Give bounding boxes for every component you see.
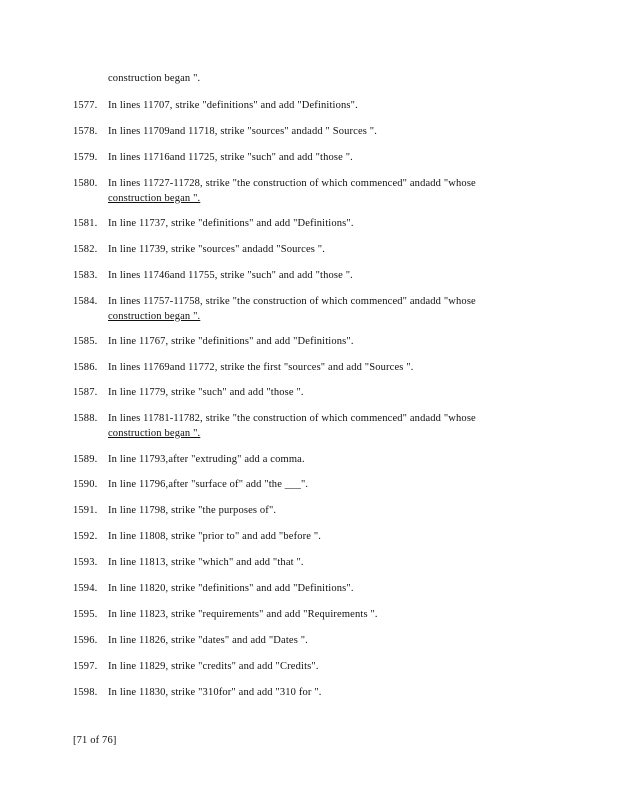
item-number: 1590. bbox=[73, 479, 98, 490]
item-number: 1583. bbox=[73, 270, 98, 281]
item-text-line: In lines 11727-11728, strike "the construction of which commenced" andadd "whose bbox=[108, 178, 476, 189]
item-text bbox=[108, 361, 528, 376]
item-text-line: In lines 11781-11782, strike "the construction of which commenced" andadd "whose bbox=[108, 413, 476, 424]
item-text bbox=[108, 243, 528, 258]
item-text-line: In line 11813, strike "which" and add "that ". bbox=[108, 557, 304, 568]
item-text bbox=[108, 412, 528, 441]
item-number: 1591. bbox=[73, 505, 98, 516]
item-text-line: In line 11823, strike "requirements" and add "Requirements ". bbox=[108, 609, 378, 620]
item-text-line: In lines 11769and 11772, strike the first "sources" and add "Sources ". bbox=[108, 362, 414, 373]
item-text-line: In line 11830, strike "310for" and add "310 for ". bbox=[108, 687, 322, 698]
item-text bbox=[108, 530, 528, 545]
item-number: 1584. bbox=[73, 296, 98, 307]
item-text-line: In lines 11709and 11718, strike "sources" andadd " Sources ". bbox=[108, 126, 378, 137]
item-text-line: In line 11793,after "extruding" add a comma. bbox=[108, 454, 305, 465]
item-number: 1594. bbox=[73, 583, 98, 594]
item-number: 1595. bbox=[73, 609, 98, 620]
item-text bbox=[108, 582, 528, 597]
item-number: 1597. bbox=[73, 661, 98, 672]
item-number: 1581. bbox=[73, 218, 98, 229]
item-text-line: In lines 11707, strike "definitions" and add "Definitions". bbox=[108, 100, 358, 111]
item-text bbox=[108, 335, 528, 350]
item-number: 1589. bbox=[73, 454, 98, 465]
item-number: 1592. bbox=[73, 531, 98, 542]
item-text bbox=[108, 177, 528, 206]
item-text bbox=[108, 634, 528, 649]
item-text-line-2: construction began ". bbox=[108, 427, 201, 439]
item-text-line: In line 11739, strike "sources" andadd "Sources ". bbox=[108, 244, 326, 255]
item-number: 1593. bbox=[73, 557, 98, 568]
item-text-line: In line 11798, strike "the purposes of". bbox=[108, 505, 277, 516]
item-text bbox=[108, 660, 528, 675]
item-number: 1577. bbox=[73, 100, 98, 111]
item-text-line: In lines 11746and 11755, strike "such" and add "those ". bbox=[108, 270, 353, 281]
item-number: 1582. bbox=[73, 244, 98, 255]
item-text bbox=[108, 269, 528, 284]
item-text bbox=[108, 608, 528, 623]
item-text bbox=[108, 125, 528, 140]
item-text bbox=[108, 217, 528, 232]
item-number: 1588. bbox=[73, 413, 98, 424]
item-text-line-2: construction began ". bbox=[108, 310, 201, 322]
item-number: 1585. bbox=[73, 336, 98, 347]
item-text-line: In line 11808, strike "prior to" and add "before ". bbox=[108, 531, 322, 542]
item-text-line: In line 11829, strike "credits" and add "Credits". bbox=[108, 661, 319, 672]
item-text bbox=[108, 686, 528, 701]
item-number: 1596. bbox=[73, 635, 98, 646]
continuation-line: construction began ". bbox=[108, 73, 201, 84]
item-number: 1587. bbox=[73, 387, 98, 398]
item-number: 1579. bbox=[73, 152, 98, 163]
item-text-line: In lines 11757-11758, strike "the construction of which commenced" andadd "whose bbox=[108, 296, 476, 307]
item-text-line: In line 11826, strike "dates" and add "Dates ". bbox=[108, 635, 308, 646]
item-text bbox=[108, 453, 528, 468]
item-text-line: In line 11779, strike "such" and add "those ". bbox=[108, 387, 304, 398]
item-text bbox=[108, 295, 528, 324]
item-text bbox=[108, 386, 528, 401]
item-text-line: In line 11767, strike "definitions" and add "Definitions". bbox=[108, 336, 354, 347]
item-text-line: In line 11820, strike "definitions" and add "Definitions". bbox=[108, 583, 354, 594]
item-text-line: In line 11737, strike "definitions" and add "Definitions". bbox=[108, 218, 354, 229]
item-number: 1578. bbox=[73, 126, 98, 137]
item-text-line-2: construction began ". bbox=[108, 192, 201, 204]
item-text bbox=[108, 556, 528, 571]
item-text bbox=[108, 478, 528, 493]
item-text bbox=[108, 99, 528, 114]
item-text bbox=[108, 504, 528, 519]
item-text-line: In line 11796,after "surface of" add "the ___". bbox=[108, 479, 309, 490]
item-number: 1580. bbox=[73, 178, 98, 189]
item-number: 1586. bbox=[73, 362, 98, 373]
item-text bbox=[108, 151, 528, 166]
page-footer: [71 of 76] bbox=[73, 735, 117, 746]
item-number: 1598. bbox=[73, 687, 98, 698]
item-text-line: In lines 11716and 11725, strike "such" and add "those ". bbox=[108, 152, 353, 163]
